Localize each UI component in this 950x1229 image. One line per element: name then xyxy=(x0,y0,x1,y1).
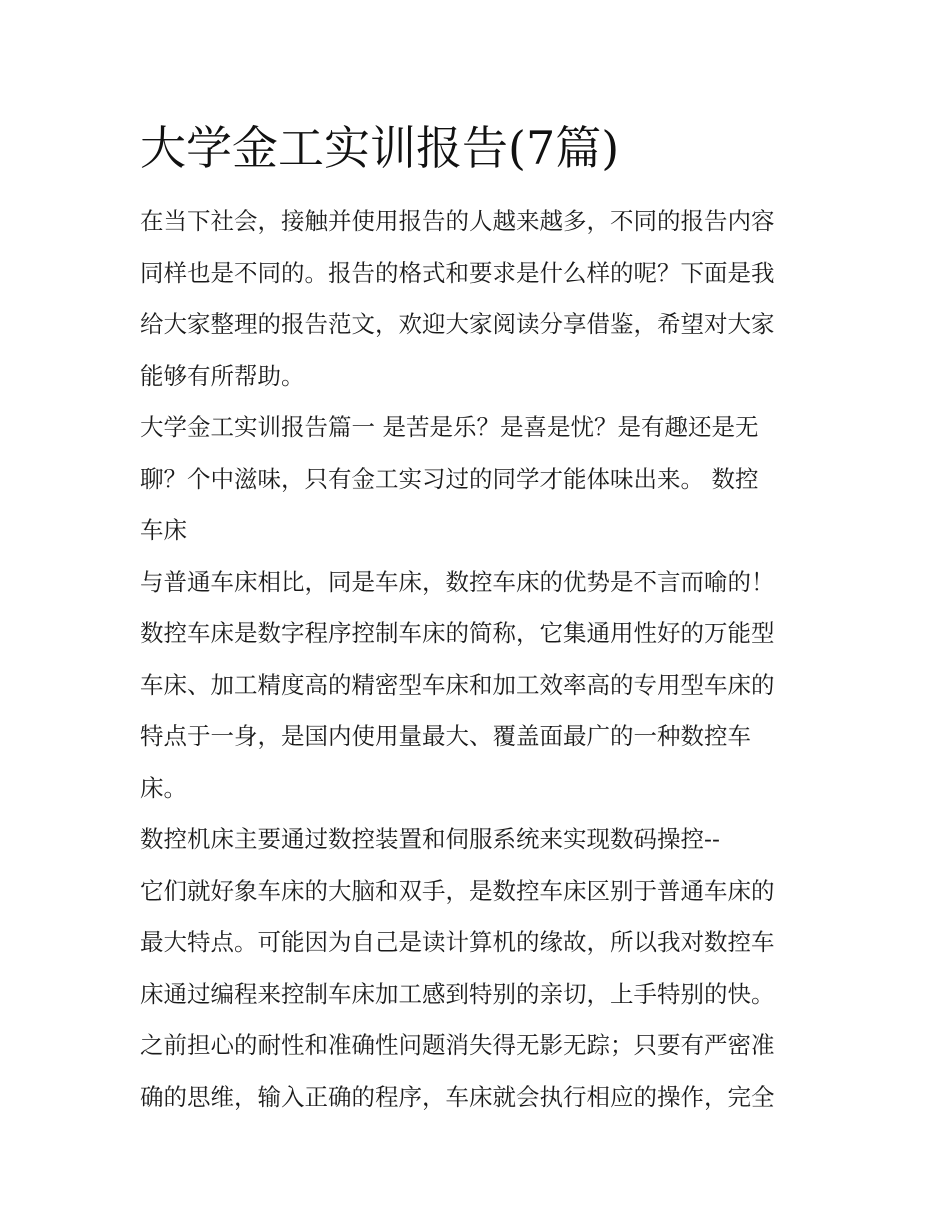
text-line: 能够有所帮助。 xyxy=(140,361,305,390)
text-line: 给大家整理的报告范文，欢迎大家阅读分享借鉴，希望对大家 xyxy=(140,310,775,338)
text-line: 同样也是不同的。报告的格式和要求是什么样的呢？下面是我 xyxy=(140,258,775,287)
text-line: 特点于一身，是国内使用量最大、覆盖面最广的一种数控车 xyxy=(140,722,751,750)
page-title: 大学金工实训报告(7篇) xyxy=(140,121,620,175)
document-body xyxy=(140,196,820,1123)
text-line: 数控车床是数字程序控制车床的简称，它集通用性好的万能型 xyxy=(140,619,775,647)
text-line: 车床、加工精度高的精密型车床和加工效率高的专用型车床的 xyxy=(140,670,775,699)
text-line: 床。 xyxy=(140,773,187,802)
text-line: 大学金工实训报告篇一 是苦是乐？是喜是忧？是有趣还是无 xyxy=(140,413,759,441)
text-line: 聊？个中滋味，只有金工实习过的同学才能体味出来。 数控 xyxy=(140,464,759,493)
text-line: 最大特点。可能因为自己是读计算机的缘故，所以我对数控车 xyxy=(140,928,775,956)
text-line: 车床 xyxy=(140,516,187,544)
text-line: 在当下社会，接触并使用报告的人越来越多，不同的报告内容 xyxy=(140,207,775,235)
text-line: 确的思维，输入正确的程序，车床就会执行相应的操作，完全 xyxy=(140,1082,775,1111)
text-line: 之前担心的耐性和准确性问题消失得无影无踪；只要有严密准 xyxy=(140,1031,775,1059)
text-line: 床通过编程来控制车床加工感到特别的亲切，上手特别的快。 xyxy=(140,979,775,1008)
text-line: 它们就好象车床的大脑和双手，是数控车床区别于普通车床的 xyxy=(140,876,775,905)
text-line: 与普通车床相比，同是车床，数控车床的优势是不言而喻的！ xyxy=(140,567,775,596)
text-line: 数控机床主要通过数控装置和伺服系统来实现数码操控-- xyxy=(140,825,720,853)
